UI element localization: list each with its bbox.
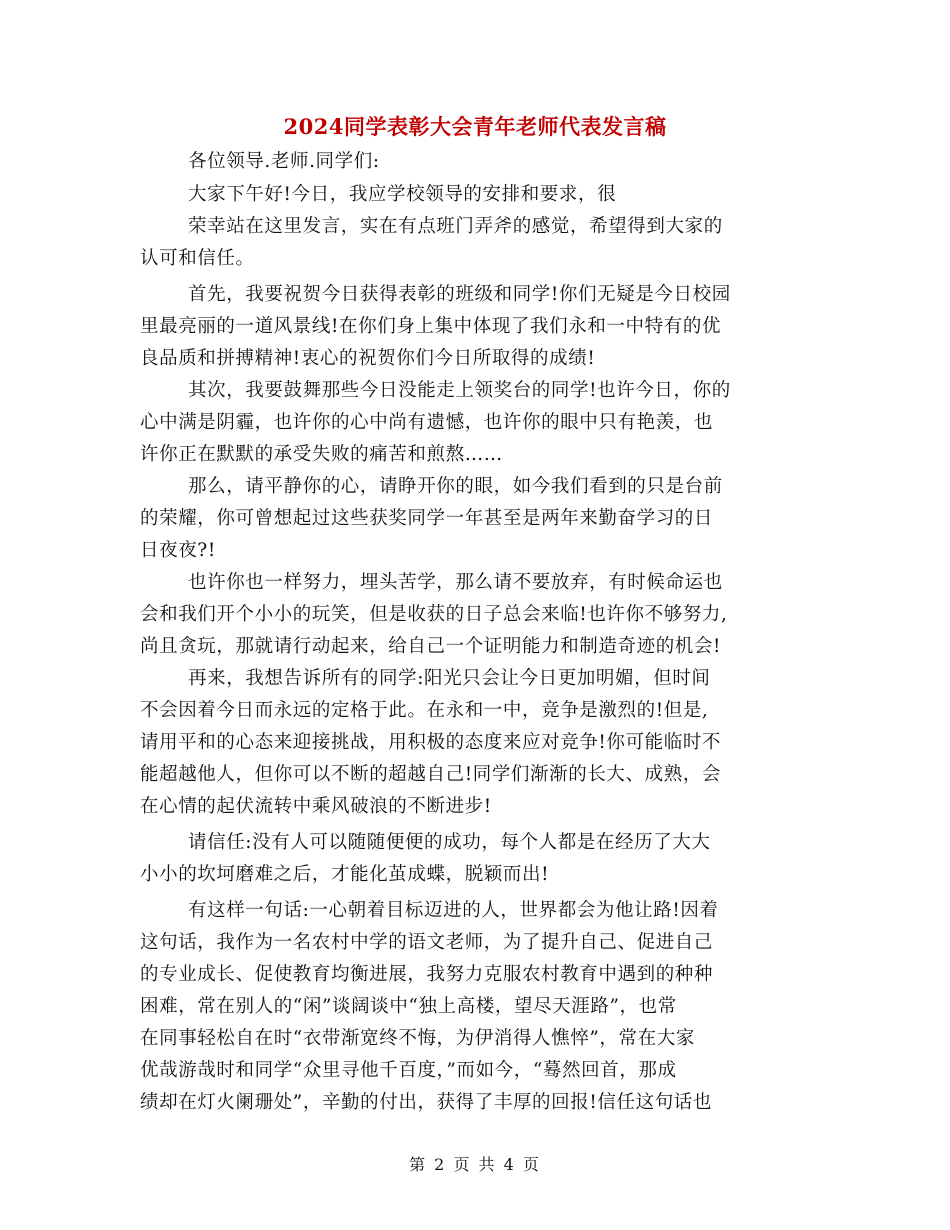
document-title: 2024同学表彰大会青年老师代表发言稿: [283, 114, 667, 139]
text-line: 那么，请平静你的心，请睁开你的眼，如今我们看到的只是台前: [188, 476, 723, 497]
text-line: 良品质和拼搏精神!衷心的祝贺你们今日所取得的成绩!: [140, 348, 596, 369]
text-line: 有这样一句话:一心朝着目标迈进的人，世界都会为他让路!因着: [188, 900, 719, 921]
text-line: 其次，我要鼓舞那些今日没能走上领奖台的同学!也许今日，你的: [188, 380, 731, 401]
text-line: 在同事轻松自在时“衣带渐宽终不悔，为伊消得人憔悴”，常在大家: [140, 1028, 695, 1049]
text-line: 不会因着今日而永远的定格于此。在永和一中，竞争是激烈的!但是,: [140, 700, 709, 721]
text-line: 这句话，我作为一名农村中学的语文老师，为了提升自己、促进自己: [140, 932, 714, 953]
text-line: 尚且贪玩，那就请行动起来，给自己一个证明能力和制造奇迹的机会!: [140, 636, 722, 657]
text-line: 也许你也一样努力，埋头苦学，那么请不要放弃，有时候命运也: [188, 572, 723, 593]
text-line: 再来，我想告诉所有的同学:阳光只会让今日更加明媚，但时间: [188, 668, 711, 689]
text-line: 里最亮丽的一道风景线!在你们身上集中体现了我们永和一中特有的优: [140, 316, 722, 337]
text-line: 的专业成长、促使教育均衡进展，我努力克服农村教育中遇到的种种: [140, 964, 714, 985]
text-line: 在心情的起伏流转中乘风破浪的不断进步!: [140, 796, 492, 817]
text-line: 的荣耀，你可曾想起过这些获奖同学一年甚至是两年来勤奋学习的日: [140, 508, 714, 529]
text-line: 首先，我要祝贺今日获得表彰的班级和同学!你们无疑是今日校园: [188, 284, 731, 305]
text-line: 困难，常在别人的“闲”谈阔谈中“独上高楼，望尽天涯路”，也常: [140, 996, 677, 1017]
text-line: 请信任:没有人可以随随便便的成功，每个人都是在经历了大大: [188, 832, 711, 853]
text-line: 许你正在默默的承受失败的痛苦和煎熬……: [140, 444, 503, 465]
text-line: 绩却在灯火阑珊处”，辛勤的付出，获得了丰厚的回报!信任这句话也: [140, 1092, 712, 1113]
text-line: 认可和信任。: [140, 248, 255, 269]
text-line: 请用平和的心态来迎接挑战，用积极的态度来应对竞争!你可能临时不: [140, 732, 722, 753]
page-footer: 第 2 页 共 4 页: [409, 1155, 541, 1174]
text-line: 会和我们开个小小的玩笑，但是收获的日子总会来临!也许你不够努力,: [140, 604, 728, 625]
text-line: 心中满是阴霾，也许你的心中尚有遗憾，也许你的眼中只有艳羡，也: [140, 412, 714, 433]
text-line: 能超越他人，但你可以不断的超越自己!同学们渐渐的长大、成熟，会: [140, 764, 722, 785]
text-line: 优哉游哉时和同学“众里寻他千百度，”而如今，“蓦然回首，那成: [140, 1060, 677, 1081]
text-line: 各位领导.老师.同学们:: [188, 151, 380, 172]
text-line: 大家下午好!今日，我应学校领导的安排和要求，很: [188, 184, 617, 205]
text-line: 荣幸站在这里发言，实在有点班门弄斧的感觉，希望得到大家的: [188, 216, 723, 237]
text-line: 日夜夜?!: [140, 540, 216, 561]
text-line: 小小的坎坷磨难之后，才能化茧成蝶，脱颖而出!: [140, 864, 550, 885]
